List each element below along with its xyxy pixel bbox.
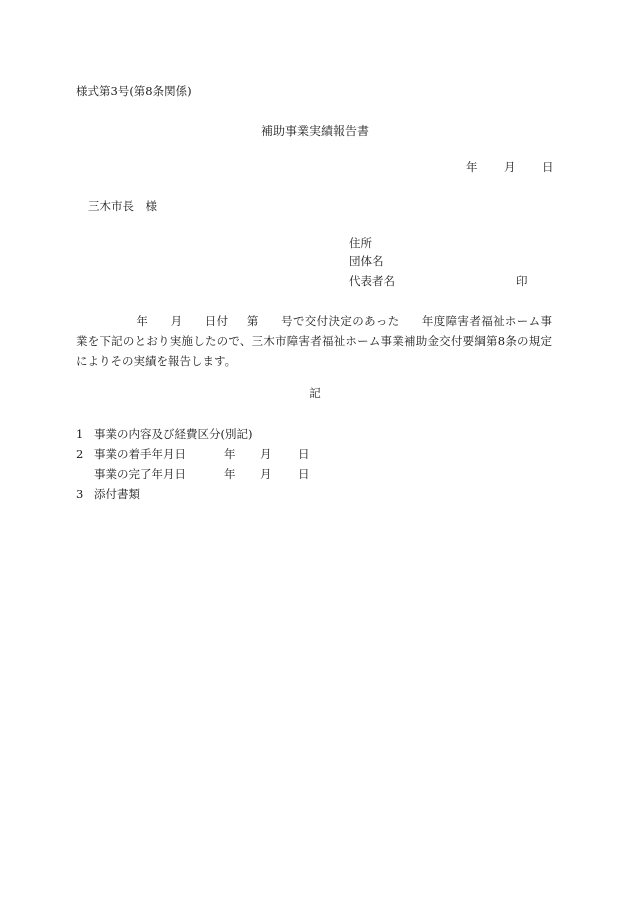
item-date-month: 月: [260, 467, 272, 481]
body-year: 年: [136, 314, 149, 328]
body-day-dated: 日付: [204, 314, 229, 328]
item-date: [224, 444, 310, 464]
date-day: 日: [542, 160, 554, 174]
item-date-day: 日: [298, 467, 310, 481]
item-number: 1: [76, 427, 84, 441]
item-date-year: 年: [224, 467, 236, 481]
sender-address-label: 住所: [349, 236, 372, 250]
body-after-number: 号で交付決定のあった: [280, 314, 400, 328]
report-body: [76, 311, 552, 371]
item-label: 事業の内容及び経費区分(別記): [94, 427, 253, 441]
body-month: 月: [170, 314, 183, 328]
list-item: [76, 444, 310, 464]
item-date: [224, 464, 310, 484]
item-date-day: 日: [298, 447, 310, 461]
body-rest: 年度障害者福祉ホーム事業を下記のとおり実施したので、三木市障害者福祉ホーム事業補助金交付要綱第8条の規定によりその実績を報告します。: [76, 314, 553, 368]
body-number-prefix: 第: [246, 314, 259, 328]
sender-group-label: 団体名: [349, 254, 384, 268]
item-label: 添付書類: [94, 487, 140, 501]
date-year: 年: [466, 160, 478, 174]
seal-mark: 印: [516, 274, 528, 288]
item-list: [76, 424, 310, 504]
addressee: 三木市長 様: [88, 199, 157, 213]
item-date-month: 月: [260, 447, 272, 461]
item-label: 事業の完了年月日: [94, 467, 186, 481]
item-number: 2: [76, 447, 84, 461]
item-number: 3: [76, 487, 84, 501]
date-month: 月: [504, 160, 516, 174]
sender-representative-label: 代表者名: [349, 274, 395, 288]
document-title: 補助事業実績報告書: [260, 124, 369, 138]
form-number: 様式第3号(第8条関係): [76, 84, 192, 98]
list-item: [76, 484, 310, 504]
item-label: 事業の着手年月日: [94, 447, 186, 461]
report-date: [466, 162, 554, 174]
kigo-heading: 記: [309, 386, 321, 400]
list-item: [76, 424, 310, 444]
item-date-year: 年: [224, 447, 236, 461]
list-item: [76, 464, 310, 484]
